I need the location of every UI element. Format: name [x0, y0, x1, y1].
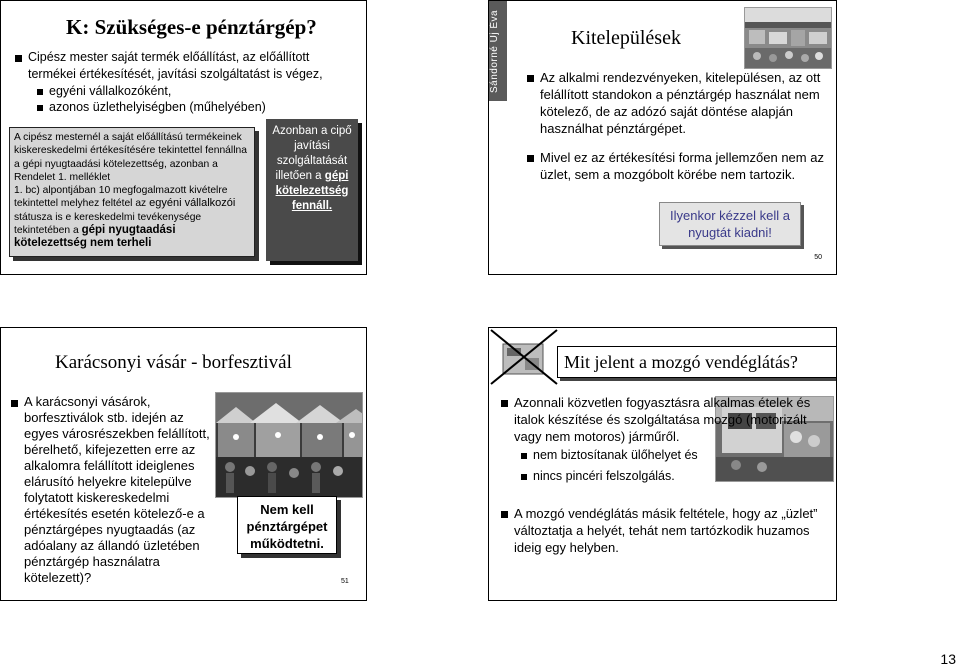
sub-bullet-1: egyéni vállalkozóként,	[37, 83, 171, 100]
bullet-square-icon	[527, 155, 534, 162]
author-tab: Sándorné Uj Éva	[489, 1, 507, 101]
bullet-square-icon	[521, 453, 527, 459]
no-register-box: Nem kell pénztárgépet működtetni.	[237, 496, 337, 554]
slide-4-title: Mit jelent a mozgó vendéglátás?	[564, 352, 798, 372]
market-stall-image	[745, 8, 831, 68]
slide-4-sub-2: nincs pincéri felszolgálás.	[521, 468, 675, 485]
christmas-market-image	[216, 393, 362, 497]
slide-2-bullet-1: Az alkalmi rendezvényeken, kitelepülésen, az ott felállított standokon a pénztárgép használat nem kötelező, de az adózó saját döntése alapján használhat pénztárgépet.	[527, 69, 827, 137]
slide-3-title: Karácsonyi vásár - borfesztivál	[55, 352, 292, 373]
slide-1	[0, 0, 367, 275]
page-number: 13	[940, 651, 956, 667]
slide-2	[488, 0, 837, 275]
slide-4-title-box	[557, 346, 837, 378]
slide-2-title: Kitelepülések	[571, 27, 681, 49]
bullet-square-icon	[521, 474, 527, 480]
slide-3-page-number: 51	[341, 578, 349, 585]
slide-4	[488, 327, 837, 601]
slide-3	[0, 327, 367, 601]
bullet-square-icon	[37, 105, 43, 111]
market-photo	[744, 7, 832, 69]
bullet-square-icon	[37, 89, 43, 95]
slide-4-sub-1: nem biztosítanak ülőhelyet és	[521, 447, 698, 464]
slide-4-bullet-1: Azonnali közvetlen fogyasztásra alkalmas ételek és italok készítése és szolgáltatása mozgó (motorizált vagy nem motoros) járműről.	[501, 394, 823, 445]
bullet-square-icon	[527, 75, 534, 82]
christmas-market-photo	[215, 392, 363, 498]
crossed-register-image	[489, 328, 559, 386]
repair-service-box: Azonban a cipő javítási szolgáltatását illetően a gépi kötelezettség fennáll.	[266, 119, 358, 261]
slide-3-bullet: A karácsonyi vásárok, borfesztiválok stb. idején az egyes városrészekben felállított, bérelhető, kifejezetten erre az alkalomra felállított ideiglenes elárusító helyekre kitelepülve folytatott kiskereskedelmi értékesítés esetén kötelező-e a pénztárgépes nyugtaadás (az adóalany az állandó üzletében pénztárgép használatra kötelezett)?	[11, 394, 221, 586]
explanation-box: A cipész mesternél a saját előállítású termékeinek kiskereskedelmi értékesítésére tekintettel fennállna a gépi nyugtaadási kötelezettség, azonban a Rendelet 1. melléklet 1. bc) alpontjában 10 megfogalmazott kivételre tekintettel melyhez feltétel az egyéni vállalkozói státusza is e kereskedelmi tevékenysége tekintetében a gépi nyugtaadási kötelezettség nem terheli	[9, 127, 255, 257]
slide-2-page-number: 50	[814, 254, 822, 261]
sub-bullet-2: azonos üzlethelyiségben (műhelyében)	[37, 99, 266, 116]
bullet-square-icon	[15, 55, 22, 62]
bullet-square-icon	[501, 400, 508, 407]
crossed-cash-register-icon	[489, 328, 559, 386]
bullet-square-icon	[501, 511, 508, 518]
manual-receipt-box: Ilyenkor kézzel kell a nyugtát kiadni!	[659, 202, 801, 246]
bullet-square-icon	[11, 400, 18, 407]
slide-1-title: K: Szükséges-e pénztárgép?	[66, 15, 317, 39]
bullet-main: Cipész mester saját termék előállítást, az előállított termékei értékesítését, javítási szolgáltatást is végez,	[15, 49, 360, 83]
slide-2-bullet-2: Mivel ez az értékesítési forma jellemzően nem az üzlet, sem a mozgóbolt körébe nem tartozik.	[527, 149, 827, 183]
slide-4-bullet-2: A mozgó vendéglátás másik feltétele, hogy az „üzlet” változtatja a helyét, tehát nem tartózkodik huzamos ideig egy helyben.	[501, 505, 823, 556]
